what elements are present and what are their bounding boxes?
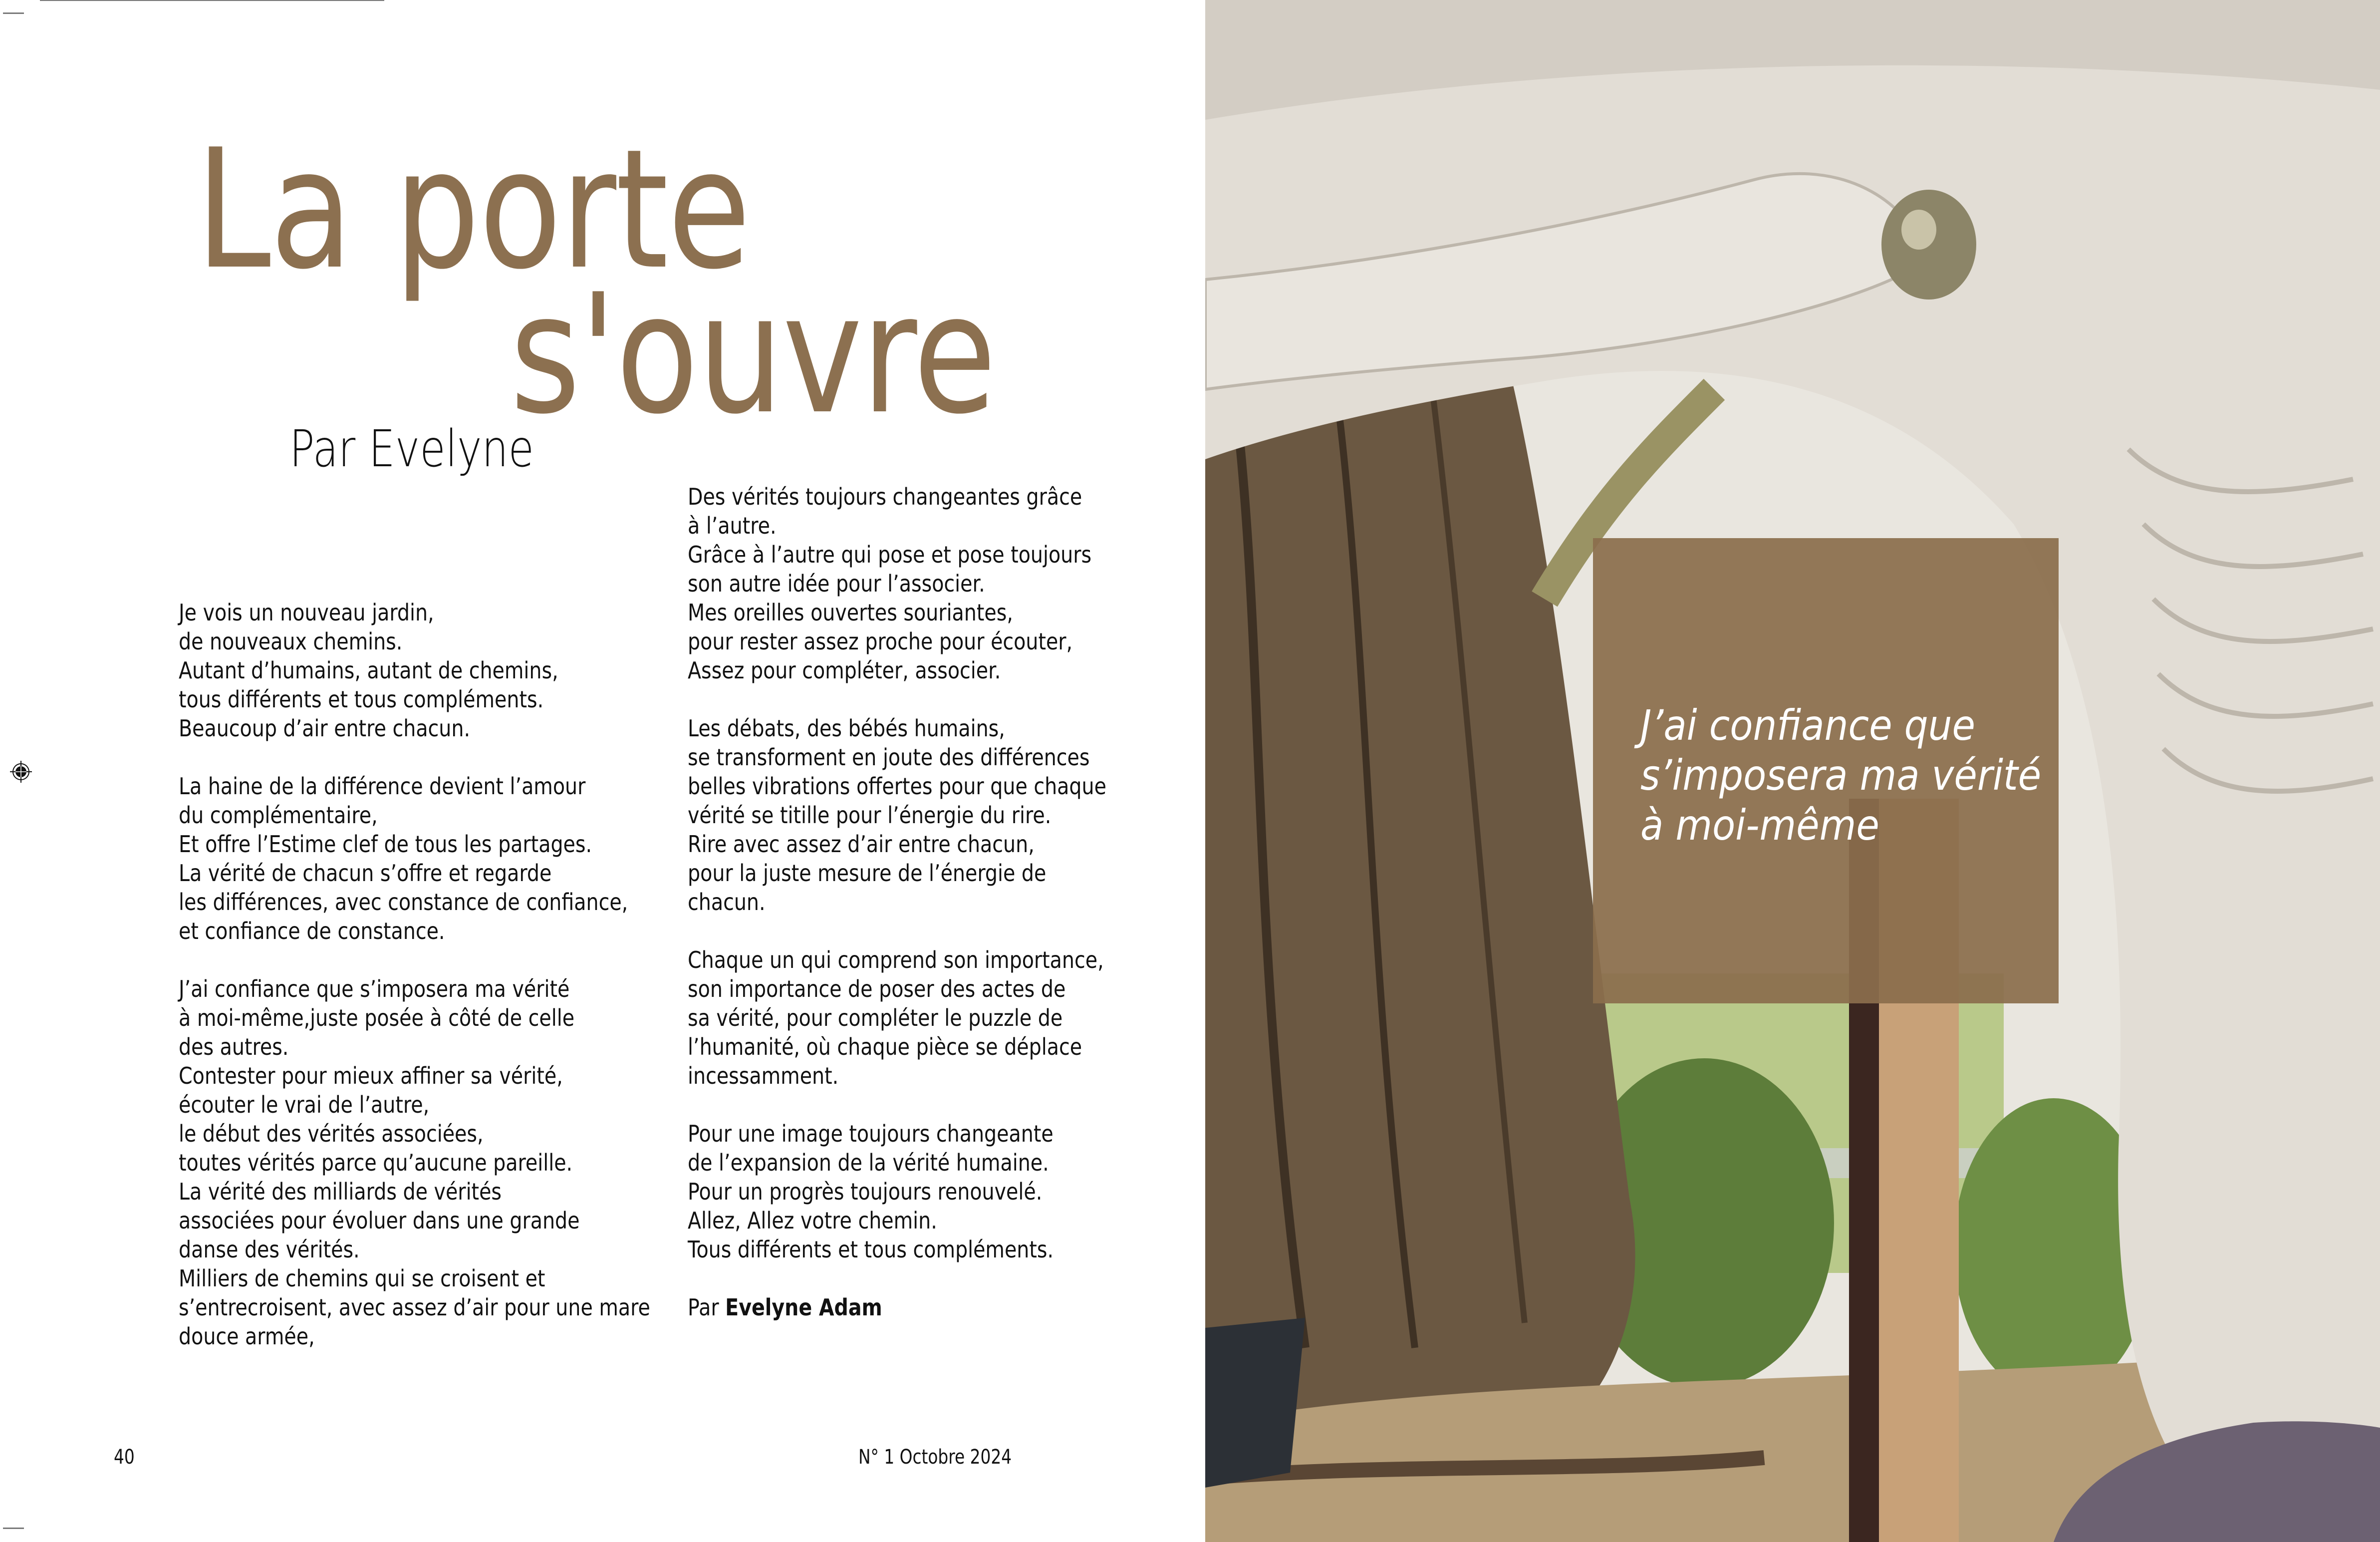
verse-line: vérité se titille pour l’énergie du rire. — [688, 802, 1052, 829]
verse-line: La vérité des milliards de vérités — [179, 1178, 502, 1205]
signature-name: Evelyne Adam — [725, 1294, 882, 1321]
crop-mark-left-bottom — [3, 1528, 24, 1529]
verse-line: son autre idée pour l’associer. — [688, 570, 985, 597]
verse-line: J’ai confiance que s’imposera ma vérité — [179, 975, 570, 1002]
verse-line: Allez, Allez votre chemin. — [688, 1207, 937, 1234]
verse-line: se transforment en joute des différences — [688, 744, 1090, 771]
verse-line: son importance de poser des actes de — [688, 975, 1066, 1002]
issue-date: N° 1 Octobre 2024 — [858, 1446, 1012, 1469]
stanza — [688, 482, 1106, 685]
verse-line: les différences, avec constance de confiance, — [179, 889, 628, 916]
verse-line: La vérité de chacun s’offre et regarde — [179, 860, 552, 887]
verse-line: Milliers de chemins qui se croisent et — [179, 1265, 545, 1292]
verse-line: Contester pour mieux affiner sa vérité, — [179, 1062, 563, 1089]
verse-line: Grâce à l’autre qui pose et pose toujours — [688, 541, 1092, 568]
verse-line: Beaucoup d’air entre chacun. — [179, 715, 471, 742]
verse-line: Chaque un qui comprend son importance, — [688, 946, 1104, 973]
verse-line: chacun. — [688, 889, 766, 916]
registration-mark-icon — [9, 760, 33, 784]
verse-line: des autres. — [179, 1033, 289, 1060]
pull-quote-line: J’ai confiance que — [1640, 701, 1976, 750]
verse-line: Assez pour compléter, associer. — [688, 657, 1001, 684]
verse-line: Autant d’humains, autant de chemins, — [179, 657, 558, 684]
verse-line: du complémentaire, — [179, 802, 378, 829]
page-title-line-2: s'ouvre — [510, 259, 996, 450]
verse-line: pour rester assez proche pour écouter, — [688, 628, 1073, 655]
verse-line: l’humanité, où chaque pièce se déplace — [688, 1033, 1082, 1060]
author-byline: Par Evelyne — [289, 419, 534, 479]
pull-quote-line: s’imposera ma vérité — [1640, 751, 2042, 800]
verse-line: de nouveaux chemins. — [179, 628, 403, 655]
verse-line: Pour un progrès toujours renouvelé. — [688, 1178, 1043, 1205]
stanza — [179, 598, 650, 743]
poem-column-right — [688, 482, 1106, 1322]
verse-line: associées pour évoluer dans une grande — [179, 1207, 580, 1234]
verse-line: Rire avec assez d’air entre chacun, — [688, 831, 1035, 858]
verse-line: Mes oreilles ouvertes souriantes, — [688, 599, 1013, 626]
verse-line: toutes vérités parce qu’aucune pareille. — [179, 1149, 573, 1176]
verse-line: à moi-même,juste posée à côté de celle — [179, 1004, 575, 1031]
stanza — [179, 974, 650, 1351]
pull-quote-box — [1593, 538, 2059, 1003]
pull-quote-line: à moi-même — [1640, 801, 1879, 850]
pull-quote-text — [1640, 700, 2041, 850]
verse-line: belles vibrations offertes pour que chaque — [688, 773, 1106, 800]
verse-line: sa vérité, pour compléter le puzzle de — [688, 1004, 1063, 1031]
stanza — [688, 945, 1106, 1090]
verse-line: Je vois un nouveau jardin, — [179, 599, 434, 626]
stanza — [688, 714, 1106, 917]
poem-column-left — [179, 598, 650, 1380]
verse-line: s’entrecroisent, avec assez d’air pour une mare — [179, 1294, 650, 1321]
verse-line: Et offre l’Estime clef de tous les partages. — [179, 831, 592, 858]
verse-line: douce armée, — [179, 1323, 315, 1350]
verse-line: Pour une image toujours changeante — [688, 1120, 1054, 1147]
crop-mark-top — [40, 0, 384, 1]
verse-line: Les débats, des bébés humains, — [688, 715, 1005, 742]
verse-line: et confiance de constance. — [179, 918, 445, 944]
stanza — [688, 1119, 1106, 1264]
verse-line: pour la juste mesure de l’énergie de — [688, 860, 1047, 887]
page-number: 40 — [114, 1446, 135, 1469]
signature-prefix: Par — [688, 1294, 719, 1321]
verse-line: incessamment. — [688, 1062, 839, 1089]
stanza — [179, 772, 650, 945]
verse-line: danse des vérités. — [179, 1236, 360, 1263]
verse-line: Des vérités toujours changeantes grâce — [688, 483, 1082, 510]
verse-line: écouter le vrai de l’autre, — [179, 1091, 430, 1118]
verse-line: tous différents et tous compléments. — [179, 686, 544, 713]
page-title-line-1: La porte — [196, 114, 750, 306]
crop-mark-left-top — [3, 12, 24, 14]
verse-line: à l’autre. — [688, 512, 777, 539]
verse-line: de l’expansion de la vérité humaine. — [688, 1149, 1049, 1176]
signature — [688, 1293, 1106, 1322]
verse-line: le début des vérités associées, — [179, 1120, 484, 1147]
verse-line: La haine de la différence devient l’amour — [179, 773, 586, 800]
verse-line: Tous différents et tous compléments. — [688, 1236, 1054, 1263]
